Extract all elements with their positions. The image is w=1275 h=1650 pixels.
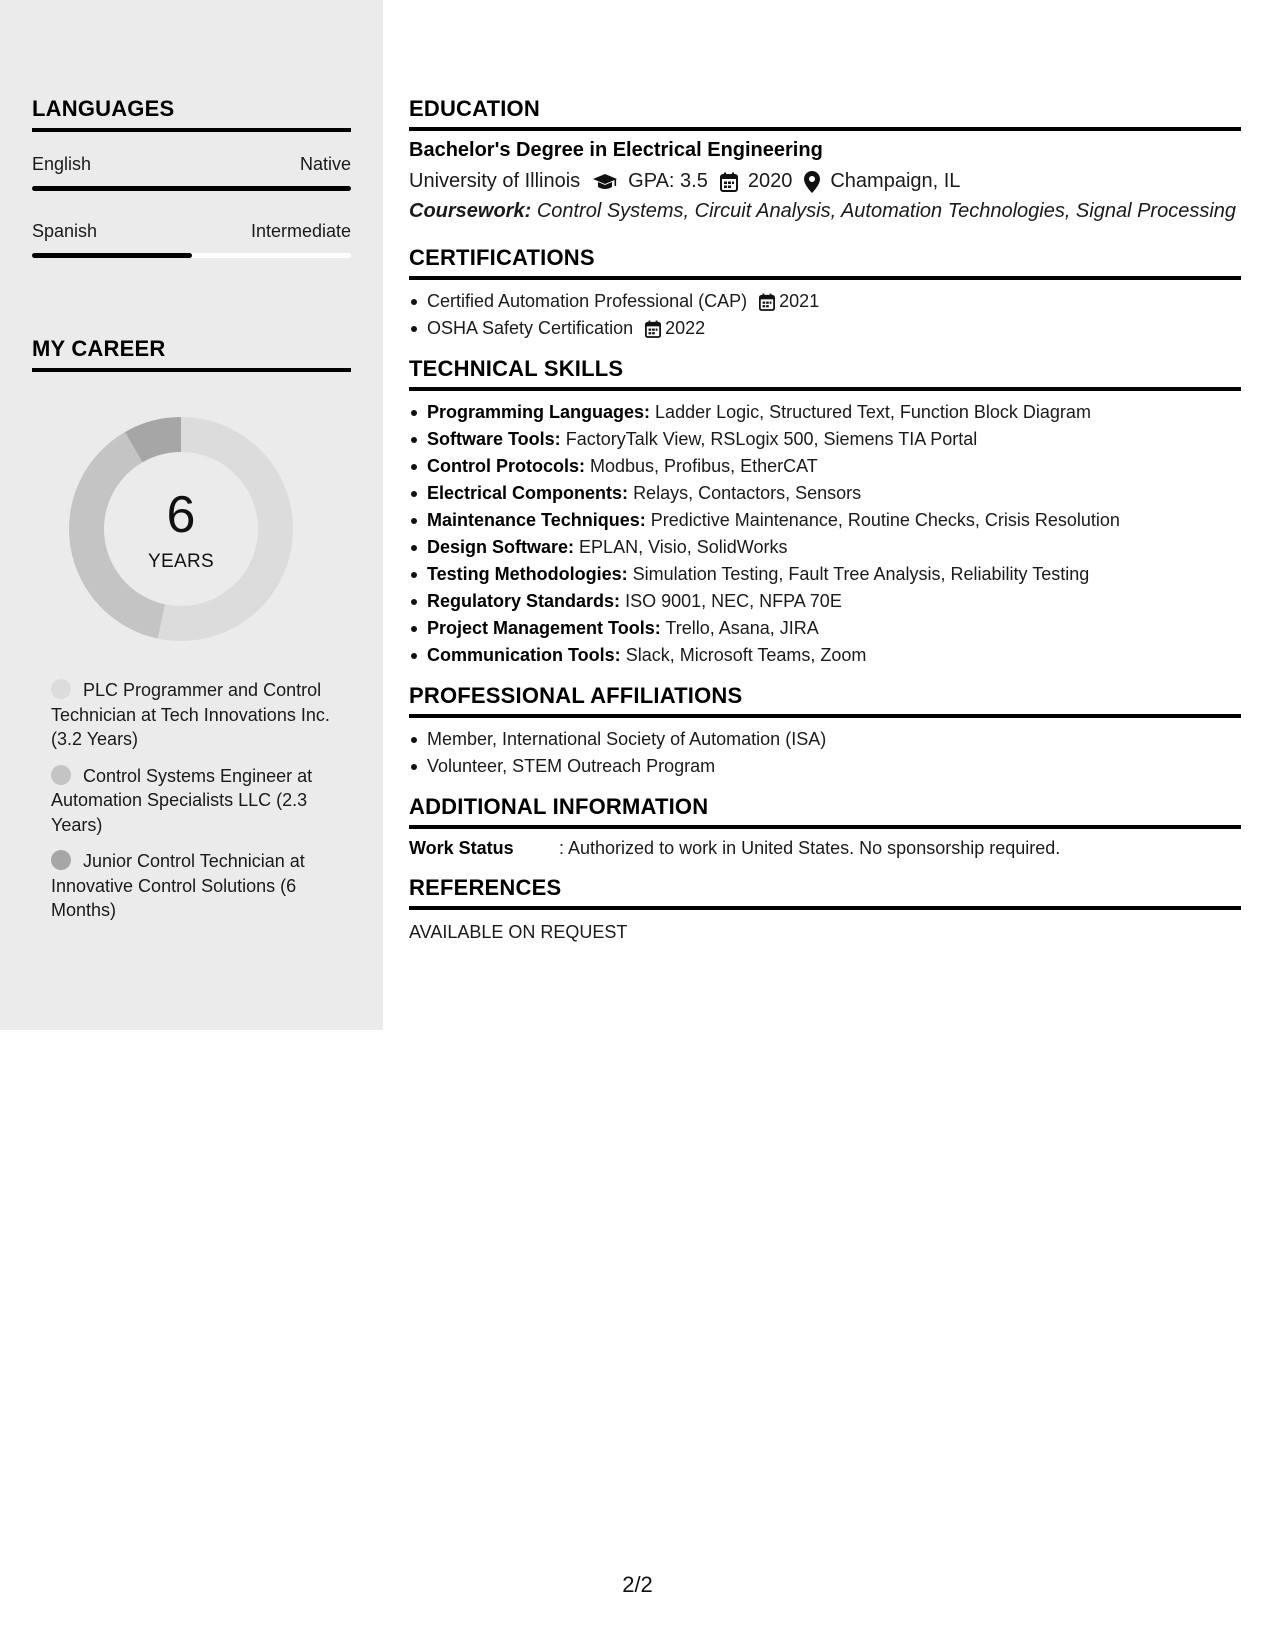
skill-label: Electrical Components: [427,483,629,503]
language-name: English [32,154,92,174]
main-content [409,0,1241,943]
career-donut-chart [66,414,296,644]
certification-name: Certified Automation Professional (CAP) [427,291,748,311]
legend-dot-icon [51,765,71,785]
certifications-list [409,288,1241,342]
school-name: University of Illinois [409,170,581,192]
certification-item [409,315,1241,342]
career-legend [32,678,351,923]
skill-item [409,561,1241,588]
skill-label: Design Software: [427,537,575,557]
skill-item [409,480,1241,507]
skill-value: Modbus, Profibus, EtherCAT [590,456,818,476]
skill-item [409,615,1241,642]
certification-item [409,288,1241,315]
career-legend-item [51,849,331,923]
legend-dot-icon [51,850,71,870]
skill-label: Testing Methodologies: [427,564,628,584]
affiliations-list [409,726,1241,780]
work-status-label: Work Status [409,838,514,858]
skill-item [409,453,1241,480]
skill-label: Regulatory Standards: [427,591,621,611]
graduation-year: 2020 [747,170,793,192]
language-proficiency-fill [32,186,351,191]
donut-center [66,414,296,644]
language-level: Native [299,154,351,174]
legend-dot-icon [51,679,71,699]
skill-label: Programming Languages: [427,402,651,422]
language-proficiency-bar [32,186,351,191]
skill-value: ISO 9001, NEC, NFPA 70E [625,591,842,611]
location-pin-icon [804,171,820,193]
affiliation-item: Volunteer, STEM Outreach Program [409,753,1241,780]
calendar-icon [759,293,775,311]
skill-value: Slack, Microsoft Teams, Zoom [625,645,867,665]
skill-item [409,642,1241,669]
skills-list [409,399,1241,669]
certifications-heading: CERTIFICATIONS [409,245,1241,280]
sidebar [0,0,383,1030]
skill-item [409,426,1241,453]
career-legend-item [51,678,331,752]
skill-item [409,534,1241,561]
career-item-text: PLC Programmer and Control Technician at Tech Innovations Inc. (3.2 Years) [51,680,330,749]
career-total-number: 6 [166,486,196,544]
language-row [32,154,351,175]
career-total-unit: YEARS [148,551,214,572]
references-heading: REFERENCES [409,875,1241,910]
education-heading: EDUCATION [409,96,1241,131]
additional-info-heading: ADDITIONAL INFORMATION [409,794,1241,829]
language-proficiency-fill [32,253,192,258]
language-level: Intermediate [250,221,351,241]
coursework-label: Coursework: [409,200,532,222]
skill-value: Relays, Contactors, Sensors [633,483,862,503]
coursework [409,199,1241,223]
calendar-icon [720,172,738,192]
skill-label: Maintenance Techniques: [427,510,646,530]
language-name: Spanish [32,221,98,241]
skill-item [409,399,1241,426]
language-row [32,221,351,242]
skill-value: FactoryTalk View, RSLogix 500, Siemens TIA Portal [565,429,978,449]
career-item-text: Control Systems Engineer at Automation Specialists LLC (2.3 Years) [51,765,313,835]
career-legend-item [51,764,331,838]
skill-label: Control Protocols: [427,456,585,476]
skill-value: Trello, Asana, JIRA [665,618,819,638]
calendar-icon [645,320,661,338]
certification-name: OSHA Safety Certification [427,318,634,338]
language-proficiency-bar [32,253,351,258]
career-item-text: Junior Control Technician at Innovative Control Solutions (6 Months) [51,851,305,920]
skill-value: Simulation Testing, Fault Tree Analysis, Reliability Testing [632,564,1090,584]
references-text: AVAILABLE ON REQUEST [409,922,628,942]
work-status-value: : Authorized to work in United States. No sponsorship required. [559,838,1061,858]
affiliations-heading: PROFESSIONAL AFFILIATIONS [409,683,1241,718]
page-indicator: 2/2 [622,1572,653,1597]
certification-year: 2022 [665,318,706,338]
skill-item [409,588,1241,615]
coursework-list: Control Systems, Circuit Analysis, Automation Technologies, Signal Processing [536,200,1237,222]
degree-title: Bachelor's Degree in Electrical Engineering [409,139,823,161]
languages-heading: LANGUAGES [32,96,351,132]
career-heading: MY CAREER [32,336,351,372]
certification-year: 2021 [779,291,820,311]
education-details [409,170,1241,193]
school-location: Champaign, IL [830,170,961,192]
graduation-cap-icon [592,173,618,191]
technical-skills-heading: TECHNICAL SKILLS [409,356,1241,391]
skill-label: Software Tools: [427,429,561,449]
gpa: GPA: 3.5 [628,170,708,192]
skill-item [409,507,1241,534]
skill-label: Communication Tools: [427,645,621,665]
skill-value: Ladder Logic, Structured Text, Function Block Diagram [655,402,1091,422]
skill-value: EPLAN, Visio, SolidWorks [579,537,788,557]
work-status-row [409,838,1241,859]
skill-label: Project Management Tools: [427,618,661,638]
skill-value: Predictive Maintenance, Routine Checks, Crisis Resolution [650,510,1120,530]
affiliation-item: Member, International Society of Automation (ISA) [409,726,1241,753]
